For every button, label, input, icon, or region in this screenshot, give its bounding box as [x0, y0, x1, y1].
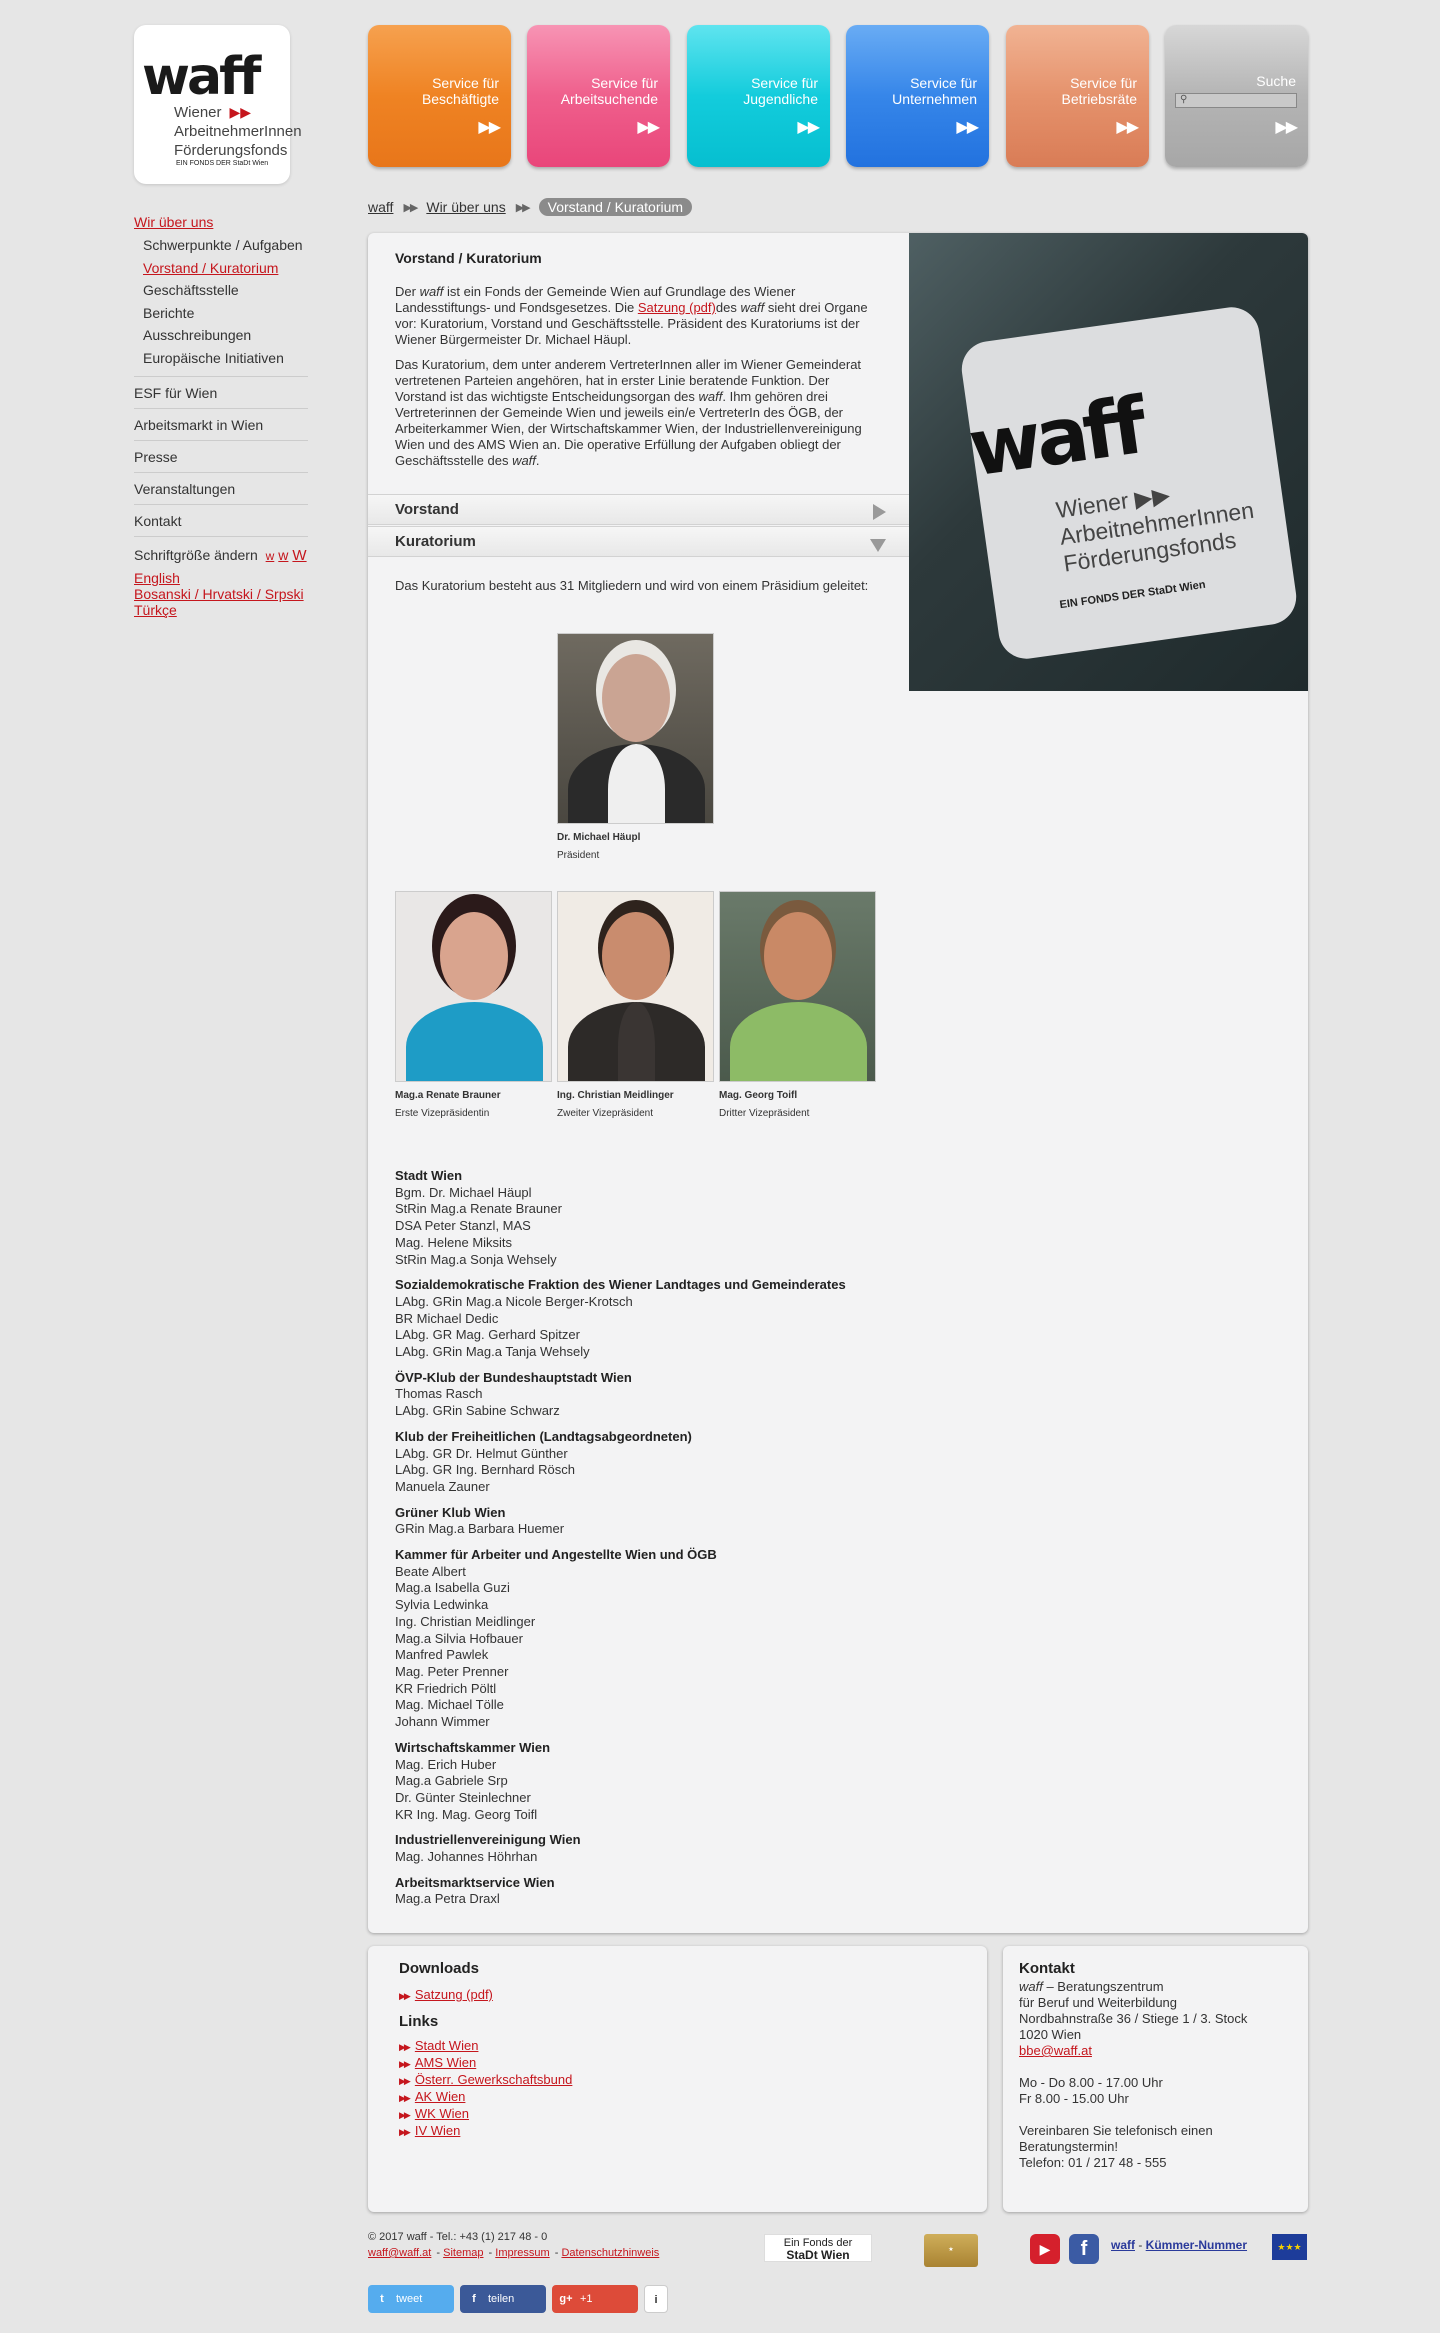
member-name: GRin Mag.a Barbara Huemer: [395, 1521, 565, 1537]
accordion-vorstand[interactable]: Vorstand: [368, 494, 909, 525]
member-name: Mag. Erich Huber: [395, 1756, 497, 1772]
tile-unternehmen[interactable]: [846, 25, 989, 167]
member-group-title: Klub der Freiheitlichen (Landtagsabgeordneten): [395, 1428, 692, 1444]
member-name: StRin Mag.a Renate Brauner: [395, 1201, 562, 1217]
member-group: [395, 1505, 955, 1538]
person-card: [557, 891, 714, 1123]
nav-item-wir-ueber-uns[interactable]: Wir über uns: [134, 214, 214, 230]
kuratorium-members: [395, 1168, 955, 1917]
footer-social-links: waff - Kümmer-Nummer: [1111, 2238, 1248, 2252]
member-name: Sylvia Ledwinka: [395, 1597, 489, 1613]
nav-sub-schwerpunkte[interactable]: Schwerpunkte / Aufgaben: [143, 237, 303, 253]
member-group: [395, 1370, 955, 1420]
font-size-switcher: [134, 547, 308, 564]
photo-logo-tagline: EIN FONDS DER StaDt Wien: [1058, 578, 1207, 612]
link-ak-wien[interactable]: ▶▶ AK Wien: [399, 2089, 572, 2106]
search-icon: ⚲: [1180, 94, 1188, 105]
tile-suche[interactable]: [1165, 25, 1308, 167]
nav-sub-ausschreibungen[interactable]: Ausschreibungen: [143, 327, 252, 343]
twitter-icon: t: [380, 2293, 384, 2305]
nav-sub-vorstand-kuratorium[interactable]: Vorstand / Kuratorium: [143, 259, 279, 276]
member-group: [395, 1277, 955, 1361]
link-iv-wien[interactable]: ▶▶ IV Wien: [399, 2123, 572, 2140]
paragraph-2: Das Kuratorium, dem unter anderem VertreterInnen aller im Wiener Gemeinderat vertretenen Parteien angehören, hat in erster Linie beratende Funktion. Der Vorstand ist das wichtigste Entscheidungsorgan des waff. Ihm gehören drei Vertreterinnen der Gemeinde Wien und jeweils ein/e VertreterIn des ÖGB, der Arbeiterkammer Wien, der Wirtschaftskammer Wien, der Industriellenvereinigung Wien und des AMS Wien an. Die operative Erfüllung der Aufgaben obliegt der Geschäftsstelle des waff.: [395, 357, 862, 468]
tile-label: Service für Jugendliche: [743, 75, 818, 107]
portrait-image: [719, 891, 876, 1082]
member-group-title: Stadt Wien: [395, 1168, 463, 1183]
tile-label: Service für Beschäftigte: [421, 75, 499, 107]
breadcrumb-home[interactable]: waff: [368, 199, 394, 215]
kontakt-note: Vereinbaren Sie telefonisch einen: [1019, 2123, 1213, 2138]
downloads-box: [368, 1946, 987, 2212]
member-group: [395, 1547, 955, 1731]
person-card: [719, 891, 876, 1123]
member-name: KR Friedrich Pöltl: [395, 1680, 497, 1696]
kontakt-address: Nordbahnstraße 36 / Stiege 1 / 3. Stock: [1019, 2011, 1248, 2026]
link-oegb[interactable]: ▶▶ Österr. Gewerkschaftsbund: [399, 2072, 572, 2089]
member-name: LAbg. GRin Mag.a Tanja Wehsely: [395, 1344, 590, 1360]
member-name: LAbg. GR Ing. Bernhard Rösch: [395, 1462, 575, 1478]
breadcrumb: [368, 198, 692, 216]
facebook-icon: f: [472, 2293, 476, 2305]
kontakt-box: [1003, 1946, 1308, 2212]
footer-datenschutz[interactable]: Datenschutzhinweis: [561, 2247, 660, 2259]
member-name: LAbg. GRin Mag.a Nicole Berger-Krotsch: [395, 1293, 633, 1309]
tile-jugendliche[interactable]: [687, 25, 830, 167]
kontakt-note: Beratungstermin!: [1019, 2139, 1118, 2154]
forward-arrows-icon: ▶▶: [1116, 119, 1137, 136]
tile-label: Service für Betriebsräte: [1061, 75, 1137, 107]
google-plus-icon: g+: [559, 2293, 573, 2305]
paragraph-1: Der waff ist ein Fonds der Gemeinde Wien auf Grundlage des Wiener Landesstiftungs- und Fondsgesetzes. Die Satzung (pdf)des waff sieht drei Organe vor: Kuratorium, Vorstand und Geschäftsstelle. Präsident des Kuratoriums ist der Wiener Bürgermeister Dr. Michael Häupl.: [395, 284, 868, 347]
nav-sub-berichte[interactable]: Berichte: [143, 304, 195, 321]
member-group-title: Sozialdemokratische Fraktion des Wiener Landtages und Gemeinderates: [395, 1277, 846, 1293]
breadcrumb-separator-icon: ▶▶: [515, 201, 529, 214]
photo-logo-subtitle: Wiener ▶▶ ArbeitnehmerInnen Förderungsfonds: [1054, 481, 1256, 577]
member-group-title: Grüner Klub Wien: [395, 1504, 506, 1520]
portrait-image: [395, 891, 552, 1082]
member-name: Mag.a Petra Draxl: [395, 1891, 500, 1907]
lang-english[interactable]: English: [134, 570, 180, 586]
lang-turkce[interactable]: Türkçe: [134, 602, 177, 618]
accordion-kuratorium[interactable]: Kuratorium: [368, 526, 909, 557]
info-button[interactable]: i: [644, 2285, 668, 2313]
member-group: [395, 1429, 955, 1496]
nav-section: [134, 210, 308, 377]
satzung-link[interactable]: Satzung (pdf): [637, 300, 716, 315]
member-name: Manfred Pawlek: [395, 1647, 489, 1663]
font-size-small[interactable]: w: [265, 549, 275, 563]
font-size-label: Schriftgröße ändern: [134, 547, 258, 563]
member-name: Ing. Christian Meidlinger: [395, 1613, 536, 1629]
forward-arrows-icon: ▶▶: [637, 119, 658, 136]
font-size-large[interactable]: W: [292, 547, 307, 564]
tile-label: Suche: [1256, 73, 1296, 89]
nav-item-esf[interactable]: ESF für Wien: [134, 377, 308, 409]
forward-arrows-icon: ▶▶: [1275, 119, 1296, 136]
youtube-icon[interactable]: ▶: [1030, 2234, 1060, 2264]
kontakt-email[interactable]: bbe@waff.at: [1019, 2043, 1092, 2058]
nav-sub-geschaeftsstelle[interactable]: Geschäftsstelle: [143, 282, 239, 298]
link-stadt-wien[interactable]: ▶▶ Stadt Wien: [399, 2038, 572, 2055]
member-group-title: Industriellenvereinigung Wien: [395, 1832, 581, 1848]
tile-arbeitsuchende[interactable]: [527, 25, 670, 167]
member-name: LAbg. GR Dr. Helmut Günther: [395, 1445, 568, 1461]
member-name: Mag. Michael Tölle: [395, 1697, 504, 1713]
member-name: BR Michael Dedic: [395, 1310, 499, 1326]
person-name: Mag. Georg Toifl: [719, 1090, 798, 1101]
member-name: Thomas Rasch: [395, 1386, 483, 1402]
member-name: Johann Wimmer: [395, 1714, 490, 1730]
footer: [368, 2229, 661, 2261]
lang-bks[interactable]: Bosanski / Hrvatski / Srpski: [134, 586, 304, 602]
member-group: [395, 1832, 955, 1865]
breadcrumb-separator-icon: ▶▶: [403, 201, 417, 214]
member-name: Dr. Günter Steinlechner: [395, 1789, 531, 1805]
tile-betriebsraete[interactable]: [1006, 25, 1149, 167]
kontakt-hours: Mo - Do 8.00 - 17.00 Uhr: [1019, 2075, 1163, 2090]
kontakt-org: waff – Beratungszentrum: [1019, 1979, 1164, 1994]
kuemmer-nummer-link[interactable]: Kümmer-Nummer: [1145, 2238, 1248, 2252]
font-size-medium[interactable]: w: [278, 547, 289, 563]
member-group-title: Arbeitsmarktservice Wien: [395, 1874, 555, 1890]
facebook-icon[interactable]: f: [1069, 2234, 1099, 2264]
eu-flag-icon: ★★★: [1272, 2234, 1307, 2260]
footer-waff-link[interactable]: waff: [1111, 2238, 1135, 2252]
collapse-arrow-icon: [870, 539, 886, 552]
member-group-title: ÖVP-Klub der Bundeshauptstadt Wien: [395, 1369, 632, 1385]
footer-email[interactable]: waff@waff.at: [368, 2247, 432, 2259]
search-input[interactable]: [1175, 93, 1297, 108]
member-name: Bgm. Dr. Michael Häupl: [395, 1184, 532, 1200]
nav-item-kontakt[interactable]: Kontakt: [134, 505, 308, 537]
member-name: Mag. Peter Prenner: [395, 1663, 509, 1679]
member-name: LAbg. GRin Sabine Schwarz: [395, 1403, 560, 1419]
footer-links: waff@waff.at - Sitemap - Impressum - Datenschutzhinweis: [368, 2247, 660, 2259]
main-panel: [368, 233, 1308, 1933]
breadcrumb-parent[interactable]: Wir über uns: [426, 199, 506, 215]
member-name: Mag.a Silvia Hofbauer: [395, 1630, 523, 1646]
tweet-button[interactable]: t tweet: [368, 2285, 454, 2313]
kontakt-city: 1020 Wien: [1019, 2027, 1082, 2042]
person-card: [557, 633, 714, 865]
person-name: Dr. Michael Häupl: [557, 832, 641, 843]
breadcrumb-current: Vorstand / Kuratorium: [539, 198, 692, 216]
member-name: Beate Albert: [395, 1563, 466, 1579]
forward-arrows-icon: ▶▶: [797, 119, 818, 136]
member-name: Mag. Helene Miksits: [395, 1234, 513, 1250]
nav-item-veranstaltungen[interactable]: Veranstaltungen: [134, 473, 308, 505]
award-seal-icon: ★: [924, 2234, 978, 2267]
tile-beschaeftigte[interactable]: [368, 25, 511, 167]
logo-wordmark: waff: [142, 47, 259, 107]
member-group: [395, 1740, 955, 1824]
kontakt-hours: Fr 8.00 - 15.00 Uhr: [1019, 2091, 1129, 2106]
facebook-share-button[interactable]: f teilen: [460, 2285, 546, 2313]
member-name: DSA Peter Stanzl, MAS: [395, 1218, 531, 1234]
stadt-wien-badge[interactable]: Ein Fonds der StaDt Wien: [764, 2234, 872, 2262]
member-group-title: Wirtschaftskammer Wien: [395, 1739, 551, 1755]
member-name: Manuela Zauner: [395, 1478, 490, 1494]
person-role: Zweiter Vizepräsident: [557, 1108, 653, 1119]
nav-item-arbeitsmarkt[interactable]: Arbeitsmarkt in Wien: [134, 409, 308, 441]
kuratorium-intro: Das Kuratorium besteht aus 31 Mitgliedern und wird von einem Präsidium geleitet:: [395, 578, 869, 593]
google-plus-button[interactable]: g+ +1: [552, 2285, 638, 2313]
waff-building-photo: [909, 233, 1308, 691]
footer-impressum[interactable]: Impressum: [495, 2247, 550, 2259]
member-name: StRin Mag.a Sonja Wehsely: [395, 1251, 557, 1267]
language-links: [134, 570, 308, 618]
download-satzung[interactable]: ▶▶ Satzung (pdf): [399, 1987, 572, 2004]
footer-sitemap[interactable]: Sitemap: [443, 2247, 484, 2259]
nav-item-presse[interactable]: Presse: [134, 441, 308, 473]
kontakt-phone: Telefon: 01 / 217 48 - 555: [1019, 2155, 1167, 2170]
copyright: © 2017 waff - Tel.: +43 (1) 217 48 - 0: [368, 2231, 548, 2243]
person-card: [395, 891, 552, 1123]
member-name: LAbg. GR Mag. Gerhard Spitzer: [395, 1327, 580, 1343]
person-role: Präsident: [557, 850, 600, 861]
link-wk-wien[interactable]: ▶▶ WK Wien: [399, 2106, 572, 2123]
kontakt-line2: für Beruf und Weiterbildung: [1019, 1995, 1178, 2010]
page-title: Vorstand / Kuratorium: [395, 250, 542, 266]
forward-arrows-icon: ▶▶: [956, 119, 977, 136]
tile-label: Service für Arbeitsuchende: [560, 75, 658, 107]
member-group-title: Kammer für Arbeiter und Angestellte Wien und ÖGB: [395, 1547, 717, 1563]
downloads-title: Downloads: [399, 1960, 480, 1977]
logo-tagline: EIN FONDS DER StaDt Wien: [176, 160, 269, 167]
member-name: KR Ing. Mag. Georg Toifl: [395, 1806, 538, 1822]
member-name: Mag. Johannes Höhrhan: [395, 1849, 538, 1865]
links-title: Links: [399, 2013, 439, 2030]
photo-logo-word: waff: [963, 381, 1147, 495]
logo-subtitle: Wiener ▶▶ ArbeitnehmerInnen Förderungsfonds: [174, 104, 302, 159]
intro-text: [395, 250, 875, 478]
kontakt-title: Kontakt: [1019, 1960, 1075, 1977]
member-group: [395, 1168, 955, 1268]
person-role: Dritter Vizepräsident: [719, 1108, 810, 1119]
expand-arrow-icon: [873, 504, 886, 520]
waff-logo[interactable]: [134, 25, 302, 184]
person-name: Mag.a Renate Brauner: [395, 1090, 501, 1101]
nav-sub-europaeische-initiativen[interactable]: Europäische Initiativen: [143, 349, 284, 366]
member-group: [395, 1875, 955, 1908]
person-name: Ing. Christian Meidlinger: [557, 1090, 674, 1101]
member-name: Mag.a Gabriele Srp: [395, 1773, 508, 1789]
portrait-image: [557, 891, 714, 1082]
portrait-image: [557, 633, 714, 824]
forward-arrows-icon: ▶▶: [478, 119, 499, 136]
person-role: Erste Vizepräsidentin: [395, 1108, 490, 1119]
member-name: Mag.a Isabella Guzi: [395, 1580, 510, 1596]
tile-label: Service für Unternehmen: [892, 75, 977, 107]
sidebar-nav: [134, 210, 308, 618]
link-ams-wien[interactable]: ▶▶ AMS Wien: [399, 2055, 572, 2072]
